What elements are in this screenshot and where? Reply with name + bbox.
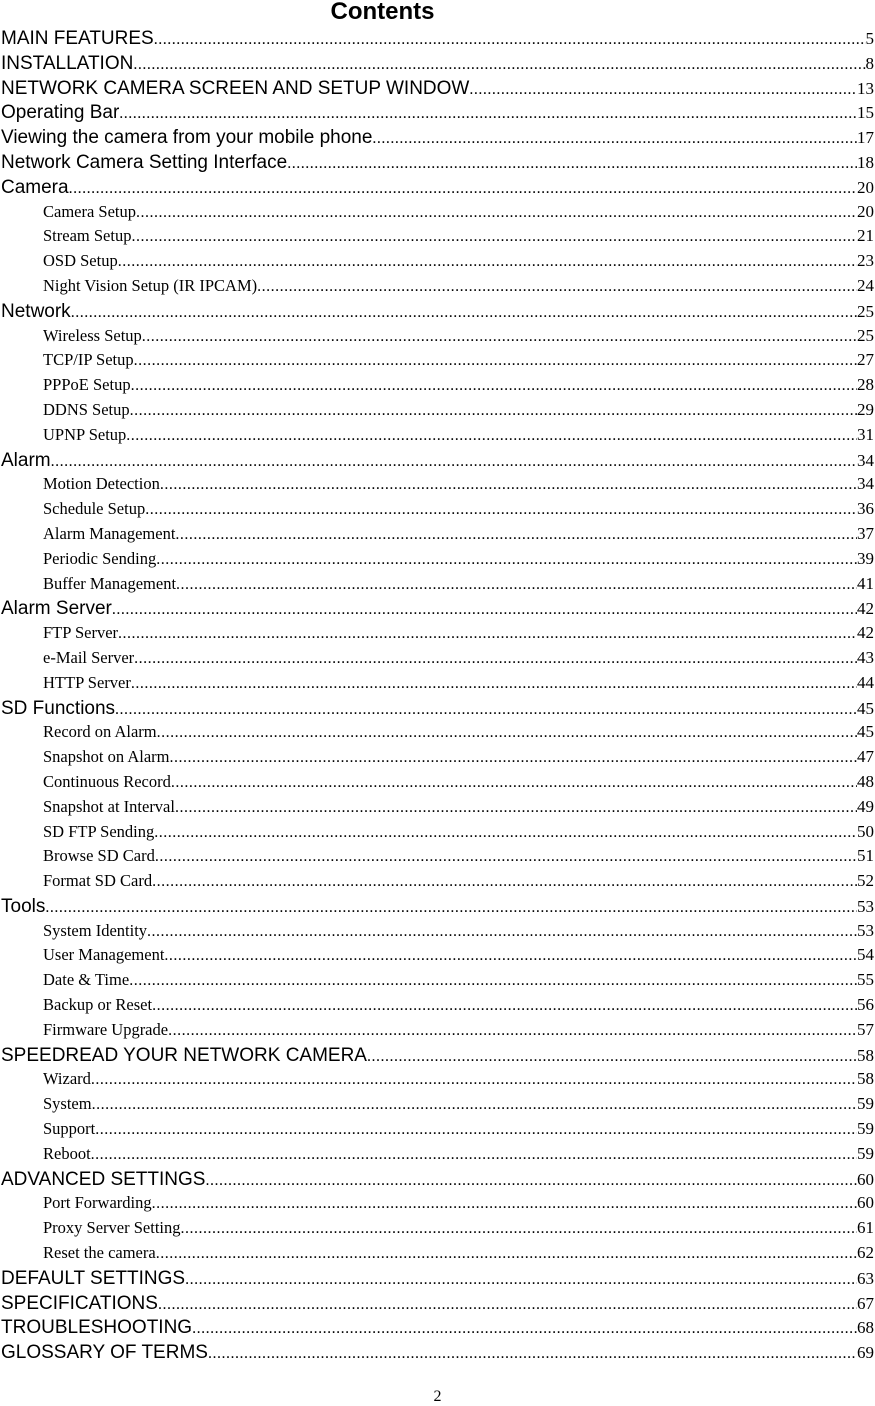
- toc-entry[interactable]: [0, 127, 875, 152]
- toc-entry[interactable]: [0, 598, 875, 623]
- toc-entry-page: 17: [857, 128, 874, 148]
- dot-leader: [133, 56, 865, 74]
- dot-leader: [147, 923, 857, 941]
- toc-subentry[interactable]: [0, 524, 875, 549]
- toc-entry-page: 68: [857, 1318, 874, 1338]
- toc-entry-page: 59: [857, 1094, 874, 1114]
- toc-subentry[interactable]: [0, 1119, 875, 1144]
- dot-leader: [130, 402, 857, 420]
- toc-subentry[interactable]: [0, 747, 875, 772]
- dot-leader: [118, 253, 857, 271]
- toc-entry-page: 18: [857, 152, 874, 172]
- toc-subentry[interactable]: [0, 921, 875, 946]
- toc-entry-label: Format SD Card: [43, 871, 153, 891]
- toc-entry-page: 45: [857, 698, 874, 718]
- toc-entry-label: TROUBLESHOOTING: [1, 1317, 193, 1339]
- toc-entry-page: 60: [857, 1169, 874, 1189]
- toc-subentry[interactable]: [0, 474, 875, 499]
- toc-entry-page: 57: [857, 1019, 874, 1039]
- toc-entry-page: 45: [857, 722, 874, 742]
- toc-subentry[interactable]: [0, 549, 875, 574]
- toc-entry-label: Reboot: [43, 1143, 91, 1163]
- toc-subentry[interactable]: [0, 648, 875, 673]
- toc-entry-page: 58: [857, 1045, 874, 1065]
- dot-leader: [131, 228, 857, 246]
- dot-leader: [134, 650, 857, 668]
- toc-entry-label: DEFAULT SETTINGS: [1, 1267, 186, 1289]
- toc-subentry[interactable]: [0, 251, 875, 276]
- toc-entry-label: GLOSSARY OF TERMS: [1, 1342, 208, 1364]
- toc-subentry[interactable]: [0, 995, 875, 1020]
- toc-entry[interactable]: [0, 28, 875, 53]
- toc-entry-label: Snapshot on Alarm: [43, 747, 170, 767]
- toc-entry-page: 48: [857, 771, 874, 791]
- dot-leader: [51, 453, 857, 471]
- toc-subentry[interactable]: [0, 276, 875, 301]
- toc-entry-label: Operating Bar: [1, 102, 120, 124]
- toc-entry-label: Record on Alarm: [43, 722, 157, 742]
- dot-leader: [112, 601, 857, 619]
- toc-entry[interactable]: [0, 698, 875, 723]
- toc-entry[interactable]: [0, 102, 875, 127]
- toc-entry-page: 61: [857, 1218, 874, 1238]
- dot-leader: [115, 701, 857, 719]
- toc-entry-page: 21: [857, 226, 874, 246]
- toc-entry[interactable]: [0, 1268, 875, 1293]
- toc-entry-label: MAIN FEATURES: [1, 28, 154, 49]
- toc-entry-page: 69: [857, 1343, 874, 1363]
- toc-entry[interactable]: [0, 896, 875, 921]
- toc-subentry[interactable]: [0, 797, 875, 822]
- toc-entry-label: Backup or Reset: [43, 995, 153, 1015]
- dot-leader: [126, 427, 857, 445]
- dot-leader: [156, 1245, 857, 1263]
- toc-subentry[interactable]: [0, 425, 875, 450]
- dot-leader: [157, 724, 857, 742]
- toc-subentry[interactable]: [0, 1218, 875, 1243]
- toc-entry-page: 5: [865, 29, 874, 48]
- toc-entry-page: 52: [857, 871, 874, 891]
- toc-entry-label: Network: [1, 300, 71, 322]
- dot-leader: [257, 278, 857, 296]
- toc-subentry[interactable]: [0, 822, 875, 847]
- toc-entry-label: Stream Setup: [43, 226, 132, 246]
- toc-entry-label: Network Camera Setting Interface: [1, 151, 288, 173]
- toc-entry-label: Camera Setup: [43, 201, 137, 221]
- dot-leader: [287, 155, 857, 173]
- toc-entry-page: 37: [857, 523, 874, 543]
- toc-entry[interactable]: [0, 177, 875, 202]
- toc-subentry[interactable]: [0, 871, 875, 896]
- dot-leader: [154, 824, 857, 842]
- toc-entry[interactable]: [0, 1169, 875, 1194]
- toc-subentry[interactable]: [0, 772, 875, 797]
- toc-entry-label: INSTALLATION: [1, 52, 134, 74]
- dot-leader: [91, 1071, 857, 1089]
- dot-leader: [136, 204, 857, 222]
- toc-subentry[interactable]: [0, 623, 875, 648]
- toc-subentry[interactable]: [0, 574, 875, 599]
- dot-leader: [168, 1022, 857, 1040]
- toc-entry[interactable]: [0, 301, 875, 326]
- toc-entry-page: 67: [857, 1293, 874, 1313]
- toc-entry-page: 20: [857, 201, 874, 221]
- dot-leader: [129, 972, 857, 990]
- toc-subentry[interactable]: [0, 970, 875, 995]
- toc-entry-page: 28: [857, 375, 874, 395]
- toc-entry-label: Buffer Management: [43, 573, 177, 593]
- toc-entry-page: 51: [857, 846, 874, 866]
- toc-entry-label: DDNS Setup: [43, 399, 130, 419]
- dot-leader: [91, 1146, 857, 1164]
- toc-entry[interactable]: [0, 53, 875, 78]
- toc-entry[interactable]: [0, 450, 875, 475]
- toc-entry-label: SD Functions: [1, 697, 116, 719]
- dot-leader: [181, 1220, 858, 1238]
- toc-entry-label: Support: [43, 1119, 96, 1139]
- toc-entry-page: 49: [857, 796, 874, 816]
- toc-entry[interactable]: [0, 152, 875, 177]
- toc-entry-page: 8: [865, 53, 874, 73]
- dot-leader: [152, 873, 857, 891]
- toc-entry-page: 25: [857, 301, 874, 321]
- toc-entry-page: 53: [857, 896, 874, 916]
- toc-entry-page: 59: [857, 1119, 874, 1139]
- toc-subentry[interactable]: [0, 1193, 875, 1218]
- toc-entry-page: 59: [857, 1143, 874, 1163]
- dot-leader: [145, 501, 857, 519]
- toc-entry-label: Alarm Server: [1, 598, 112, 620]
- page-number: 2: [433, 1388, 442, 1405]
- toc-entry-label: System: [43, 1094, 92, 1114]
- dot-leader: [175, 799, 857, 817]
- toc-entry-label: SPECIFICATIONS: [1, 1292, 158, 1314]
- toc-entry-page: 15: [857, 103, 874, 123]
- toc-subentry[interactable]: [0, 326, 875, 351]
- toc-entry-label: OSD Setup: [43, 251, 118, 271]
- toc-entry-page: 42: [857, 599, 874, 619]
- toc-entry[interactable]: [0, 1293, 875, 1318]
- toc-entry-page: 63: [857, 1268, 874, 1288]
- toc-entry-page: 54: [857, 945, 874, 965]
- toc-entry-label: PPPoE Setup: [43, 375, 131, 395]
- toc-entry-label: Firmware Upgrade: [43, 1019, 169, 1039]
- dot-leader: [45, 899, 857, 917]
- toc-entry-label: Proxy Server Setting: [43, 1218, 181, 1238]
- toc-entry-page: 31: [857, 424, 874, 444]
- dot-leader: [469, 81, 857, 99]
- toc-entry-label: Browse SD Card: [43, 846, 155, 866]
- toc-entry-label: System Identity: [43, 920, 148, 940]
- dot-leader: [372, 130, 857, 148]
- dot-leader: [118, 625, 857, 643]
- toc-entry[interactable]: [0, 1342, 875, 1367]
- toc-entry-page: 23: [857, 251, 874, 271]
- toc-entry-page: 29: [857, 399, 874, 419]
- toc-entry-page: 55: [857, 970, 874, 990]
- dot-leader: [134, 352, 857, 370]
- dot-leader: [158, 1296, 857, 1314]
- dot-leader: [170, 749, 858, 767]
- toc-entry-page: 20: [857, 177, 874, 197]
- toc-subentry[interactable]: [0, 945, 875, 970]
- toc-entry-page: 27: [857, 350, 874, 370]
- dot-leader: [155, 848, 857, 866]
- toc-subentry[interactable]: [0, 499, 875, 524]
- dot-leader: [69, 180, 857, 198]
- dot-leader: [142, 328, 857, 346]
- toc-entry-label: Viewing the camera from your mobile phone: [1, 127, 373, 149]
- toc-subentry[interactable]: [0, 400, 875, 425]
- toc-entry-label: ADVANCED SETTINGS: [1, 1168, 206, 1190]
- dot-leader: [175, 526, 857, 544]
- dot-leader: [152, 1195, 857, 1213]
- toc-entry-page: 47: [857, 747, 874, 767]
- toc-entry-label: Date & Time: [43, 970, 130, 990]
- dot-leader: [92, 1096, 857, 1114]
- toc-subentry[interactable]: [0, 202, 875, 227]
- toc-entry-label: UPNP Setup: [43, 424, 127, 444]
- toc-entry-page: 36: [857, 499, 874, 519]
- toc-subentry[interactable]: [0, 375, 875, 400]
- toc-subentry[interactable]: [0, 673, 875, 698]
- toc-entry[interactable]: [0, 1317, 875, 1342]
- toc-entry-page: 41: [857, 573, 874, 593]
- toc-entry-label: Port Forwarding: [43, 1193, 152, 1213]
- toc-entry-label: SPEEDREAD YOUR NETWORK CAMERA: [1, 1044, 367, 1066]
- toc-entry-label: TCP/IP Setup: [43, 350, 134, 370]
- toc-entry-label: Wizard: [43, 1069, 91, 1089]
- toc-entry-label: HTTP Server: [43, 672, 131, 692]
- toc-entry-label: SD FTP Sending: [43, 821, 155, 841]
- toc-entry-label: Motion Detection: [43, 474, 160, 494]
- toc-entry-page: 39: [857, 548, 874, 568]
- dot-leader: [131, 675, 857, 693]
- dot-leader: [208, 1345, 857, 1363]
- toc-entry-page: 43: [857, 647, 874, 667]
- dot-leader: [176, 576, 857, 594]
- toc-subentry[interactable]: [0, 1243, 875, 1268]
- dot-leader: [160, 476, 857, 494]
- toc-subentry[interactable]: [0, 1069, 875, 1094]
- toc-entry-label: Wireless Setup: [43, 325, 142, 345]
- table-of-contents: [0, 28, 875, 1367]
- dot-leader: [205, 1172, 857, 1190]
- dot-leader: [154, 31, 866, 49]
- toc-entry-page: 60: [857, 1193, 874, 1213]
- toc-entry-label: Snapshot at Interval: [43, 796, 175, 816]
- toc-entry-label: Schedule Setup: [43, 499, 146, 519]
- toc-entry-label: Alarm: [1, 449, 51, 471]
- toc-entry-label: e-Mail Server: [43, 647, 135, 667]
- toc-subentry[interactable]: [0, 1020, 875, 1045]
- toc-entry-page: 34: [857, 450, 874, 470]
- toc-entry-label: NETWORK CAMERA SCREEN AND SETUP WINDOW: [1, 77, 470, 99]
- dot-leader: [171, 774, 857, 792]
- toc-entry-label: Camera: [1, 176, 69, 198]
- toc-entry-page: 24: [857, 275, 874, 295]
- toc-subentry[interactable]: [0, 722, 875, 747]
- dot-leader: [95, 1121, 857, 1139]
- toc-entry-page: 25: [857, 325, 874, 345]
- dot-leader: [367, 1048, 857, 1066]
- toc-entry-page: 56: [857, 995, 874, 1015]
- toc-entry-page: 13: [857, 78, 874, 98]
- toc-entry-page: 50: [857, 821, 874, 841]
- toc-entry-label: Periodic Sending: [43, 548, 157, 568]
- dot-leader: [164, 947, 857, 965]
- toc-entry-label: Tools: [1, 895, 46, 917]
- toc-subentry[interactable]: [0, 846, 875, 871]
- toc-subentry[interactable]: [0, 226, 875, 251]
- toc-subentry[interactable]: [0, 350, 875, 375]
- toc-entry-page: 62: [857, 1243, 874, 1263]
- toc-entry-label: User Management: [43, 945, 165, 965]
- page-title: Contents: [330, 0, 435, 25]
- toc-entry[interactable]: [0, 1045, 875, 1070]
- toc-entry-label: FTP Server: [43, 623, 119, 643]
- toc-entry-page: 53: [857, 920, 874, 940]
- dot-leader: [152, 997, 857, 1015]
- dot-leader: [71, 304, 857, 322]
- toc-entry-label: Reset the camera: [43, 1243, 156, 1263]
- dot-leader: [156, 551, 857, 569]
- toc-entry-page: 58: [857, 1069, 874, 1089]
- toc-entry-page: 44: [857, 672, 874, 692]
- dot-leader: [131, 377, 857, 395]
- toc-subentry[interactable]: [0, 1094, 875, 1119]
- toc-entry-label: Night Vision Setup (IR IPCAM): [43, 275, 258, 295]
- toc-entry-page: 34: [857, 474, 874, 494]
- dot-leader: [119, 105, 857, 123]
- dot-leader: [185, 1271, 857, 1289]
- toc-entry[interactable]: [0, 78, 875, 103]
- toc-subentry[interactable]: [0, 1144, 875, 1169]
- toc-entry-label: Continuous Record: [43, 771, 171, 791]
- toc-entry-label: Alarm Management: [43, 523, 176, 543]
- dot-leader: [192, 1320, 857, 1338]
- toc-entry-page: 42: [857, 623, 874, 643]
